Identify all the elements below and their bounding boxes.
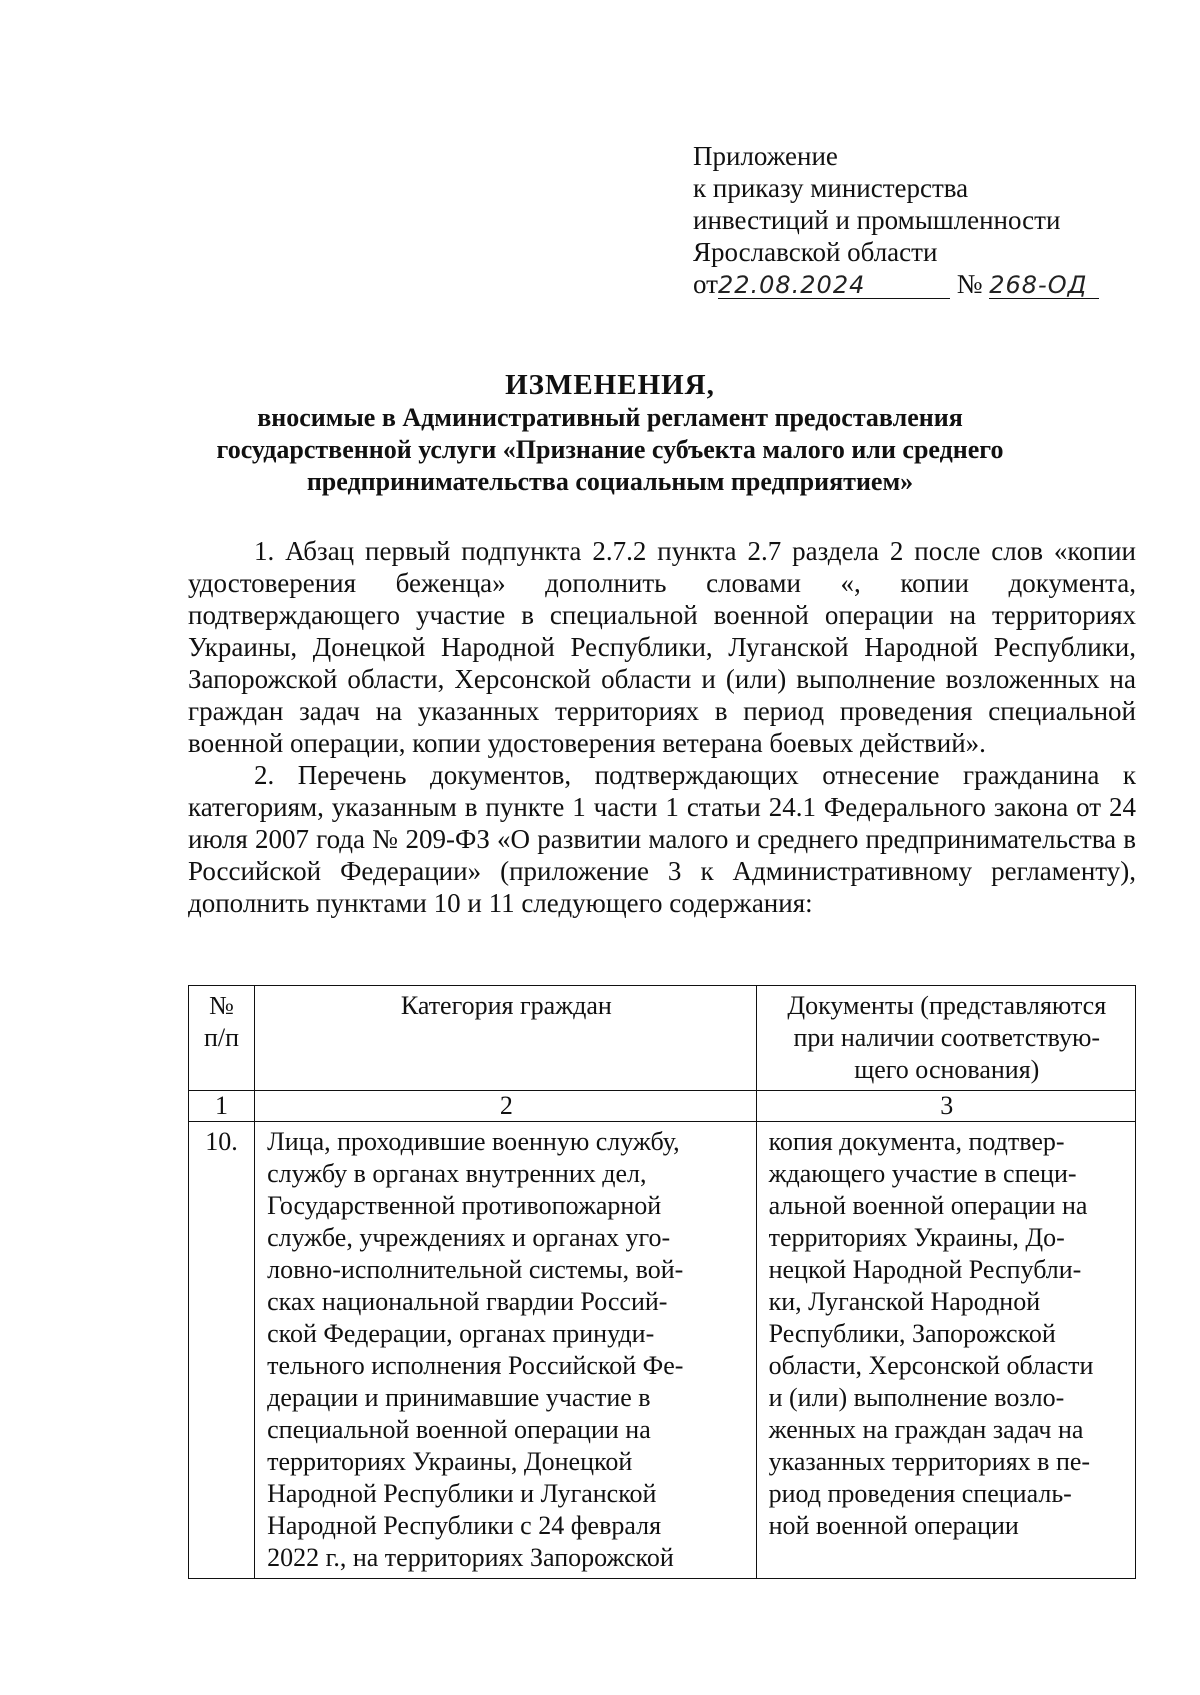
row-category-line: сках национальной гвардии Россий- xyxy=(267,1287,668,1316)
order-date-field xyxy=(718,271,950,299)
appendix-line: Ярославской области xyxy=(693,237,938,267)
row-documents-line: женных на граждан задач на xyxy=(768,1415,1084,1444)
document-title xyxy=(150,368,1070,498)
row-category-line: 2022 г., на территориях Запорожской xyxy=(267,1543,674,1572)
documents-table xyxy=(188,985,1136,1579)
row-category-line: территориях Украины, Донецкой xyxy=(267,1447,633,1476)
number-label: № xyxy=(956,269,983,299)
row-category-line: специальной военной операции на xyxy=(267,1415,651,1444)
row-category-line: тельного исполнения Российской Фе- xyxy=(267,1351,684,1380)
from-label: от xyxy=(693,269,718,299)
row-category-line: дерации и принимавшие участие в xyxy=(267,1383,651,1412)
row-documents-line: ждающего участие в специ- xyxy=(768,1159,1077,1188)
row-documents-line: альной военной операции на xyxy=(768,1191,1088,1220)
index-cell: 1 xyxy=(189,1091,255,1122)
header-documents-line: щего основания) xyxy=(854,1055,1040,1084)
appendix-header xyxy=(693,140,1113,300)
row-documents-line: указанных территориях в пе- xyxy=(768,1447,1091,1476)
row-category-line: ской Федерации, органах принуди- xyxy=(267,1319,655,1348)
row-documents-line: и (или) выполнение возло- xyxy=(768,1383,1065,1412)
table-row xyxy=(189,1122,1136,1579)
appendix-line: Приложение xyxy=(693,141,838,171)
title-subtitle-line: вносимые в Административный регламент предоставления xyxy=(257,403,963,432)
order-number-handwritten: 268-ОД xyxy=(989,271,1088,299)
row-category-line: Народной Республики и Луганской xyxy=(267,1479,657,1508)
order-date-number-line xyxy=(693,268,1113,300)
row-number: 10. xyxy=(189,1122,255,1579)
index-cell: 2 xyxy=(255,1091,756,1122)
row-documents-line: области, Херсонской области xyxy=(768,1351,1094,1380)
table-header-row xyxy=(189,986,1136,1091)
header-documents xyxy=(756,986,1135,1091)
header-documents-line: Документы (представляются xyxy=(787,991,1107,1020)
row-documents-line: нецкой Народной Республи- xyxy=(768,1255,1082,1284)
paragraph-2: 2. Перечень документов, подтверждающих отнесение гражданина к категориям, указанным в пункте 1 части 1 статьи 24.1 Федерального закона от 24 июля 2007 года № 209-ФЗ «О развитии малого и среднего предпринимательства в Российской Федерации» (приложение 3 к Административному регламенту), дополнить пунктами 10 и 11 следующего содержания: xyxy=(188,760,1136,918)
row-category-line: службу в органах внутренних дел, xyxy=(267,1159,647,1188)
row-documents-line: Республики, Запорожской xyxy=(768,1319,1056,1348)
row-category-line: Народной Республики с 24 февраля xyxy=(267,1511,662,1540)
row-documents xyxy=(756,1122,1135,1579)
paragraph-1: 1. Абзац первый подпункта 2.7.2 пункта 2.7 раздела 2 после слов «копии удостоверения беженца» дополнить словами «, копии документа, подтверждающего участие в специальной военной операции на территориях Украины, Донецкой Народной Республики, Луганской Народной Республики, Запорожской области, Херсонской области и (или) выполнение возложенных на граждан задач на указанных территориях в период проведения специальной военной операции, копии удостоверения ветерана боевых действий». xyxy=(188,536,1136,758)
title-subtitle-line: государственной услуги «Признание субъекта малого или среднего xyxy=(216,435,1004,464)
row-documents-line: копия документа, подтвер- xyxy=(768,1127,1065,1156)
header-number-symbol: № xyxy=(209,991,234,1020)
row-documents-line: территориях Украины, До- xyxy=(768,1223,1065,1252)
appendix-line: инвестиций и промышленности xyxy=(693,205,1061,235)
header-number-abbr: п/п xyxy=(204,1023,240,1052)
title-subtitle-line: предпринимательства социальным предприятием» xyxy=(306,467,914,496)
row-category xyxy=(255,1122,756,1579)
document-body xyxy=(188,535,1136,919)
header-number xyxy=(189,986,255,1091)
row-documents-line: ной военной операции xyxy=(768,1511,1019,1540)
table-index-row xyxy=(189,1091,1136,1122)
row-category-line: ловно-исполнительной системы, вой- xyxy=(267,1255,684,1284)
row-category-line: службе, учреждениях и органах уго- xyxy=(267,1223,671,1252)
row-category-line: Лица, проходившие военную службу, xyxy=(267,1127,680,1156)
row-documents-line: риод проведения специаль- xyxy=(768,1479,1072,1508)
appendix-line: к приказу министерства xyxy=(693,173,969,203)
order-date-handwritten: 22.08.2024 xyxy=(717,271,866,299)
row-documents-line: ки, Луганской Народной xyxy=(768,1287,1041,1316)
row-category-line: Государственной противопожарной xyxy=(267,1191,662,1220)
title-main: ИЗМЕНЕНИЯ, xyxy=(505,369,715,401)
header-documents-line: при наличии соответствую- xyxy=(793,1023,1101,1052)
order-number-field xyxy=(989,271,1099,299)
index-cell: 3 xyxy=(756,1091,1135,1122)
header-category: Категория граждан xyxy=(255,986,756,1091)
